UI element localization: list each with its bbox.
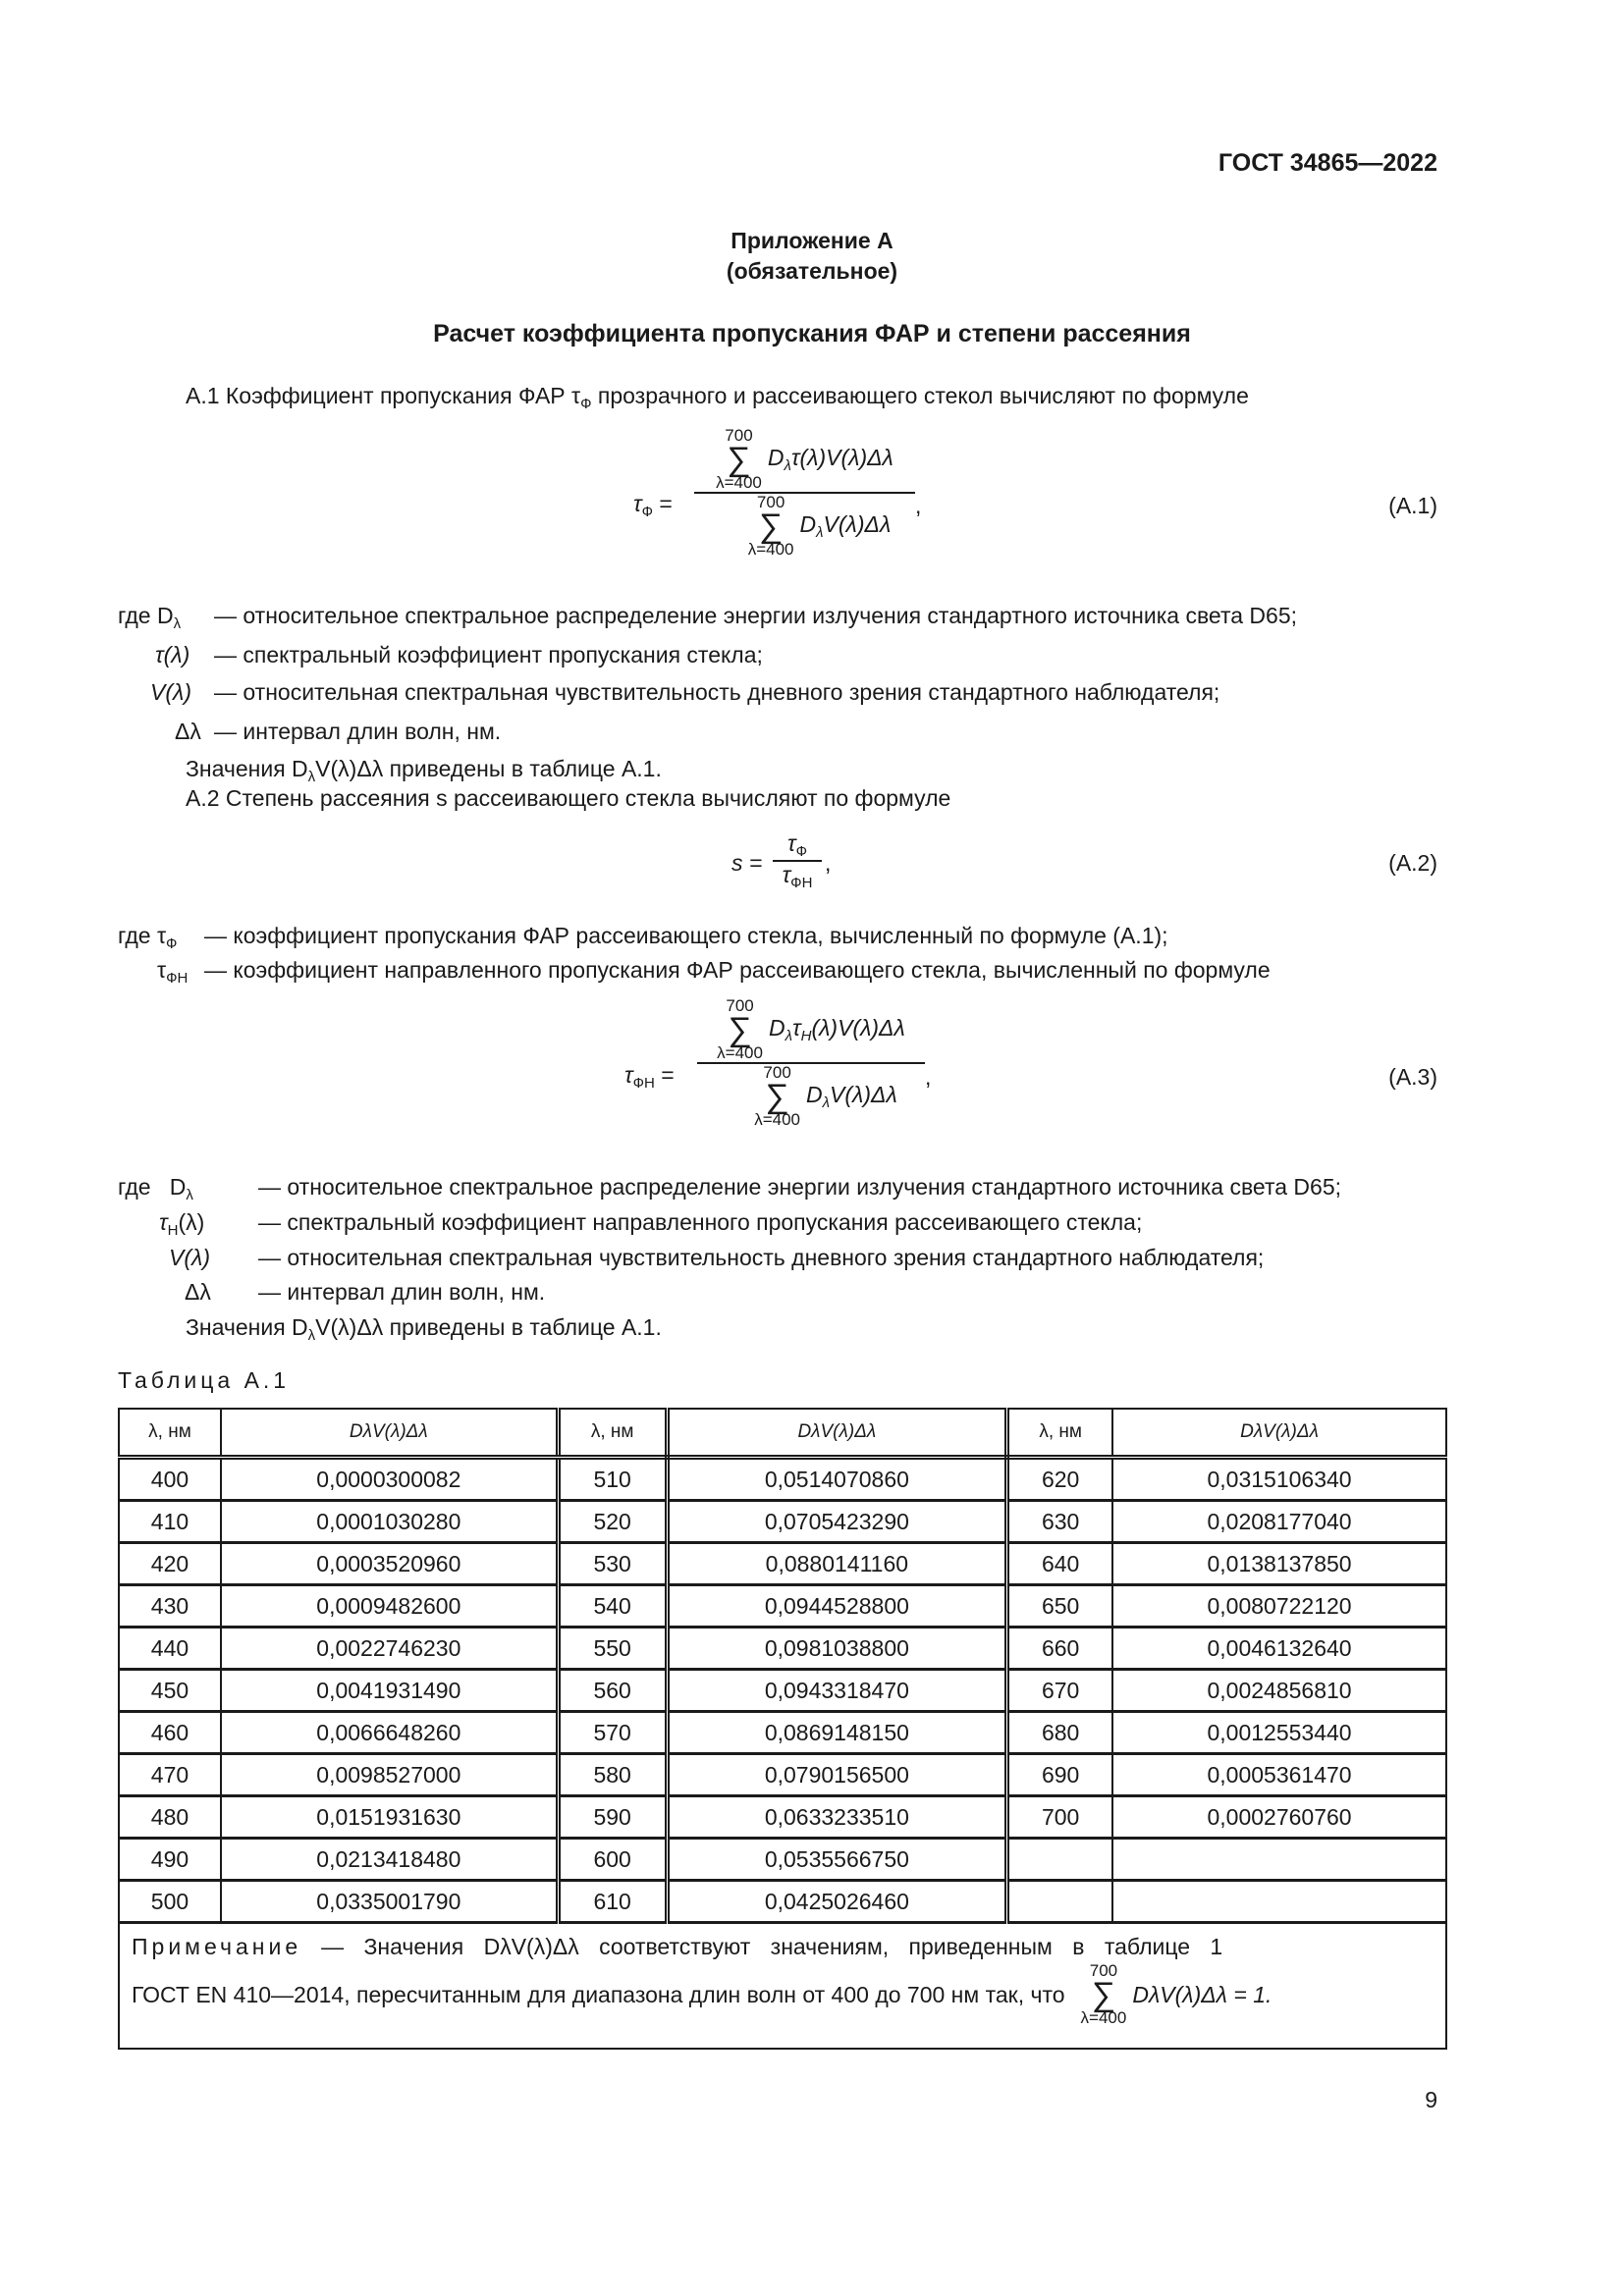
where-desc: — относительное спектральное распределение энергии излучения стандартного источника света D65; [214, 603, 1298, 628]
where-item: τ(λ) [155, 642, 190, 667]
wavelength-cell: 430 [119, 1585, 221, 1628]
wavelength-cell: 510 [558, 1458, 667, 1501]
where-desc: — интервал длин волн, нм. [214, 719, 502, 744]
wavelength-cell: 490 [119, 1839, 221, 1881]
formula-a2-lhs: s = [731, 850, 763, 876]
wavelength-cell: 500 [119, 1881, 221, 1923]
value-cell: 0,0981038800 [667, 1628, 1007, 1670]
value-cell: 0,0790156500 [667, 1754, 1007, 1796]
wavelength-cell: 630 [1007, 1501, 1112, 1543]
formula-a3: 700 ∑ λ=400 $D_\lambda\tau_Н(\lambda)V(\lambda)\Delta\lambda$ 700 ∑ λ=400 $D_\lambda V(\lambda)\Delta\lambda$ [697, 997, 925, 1129]
table-row [119, 1754, 1446, 1796]
table-row [119, 1796, 1446, 1839]
wavelength-cell: 530 [558, 1543, 667, 1585]
value-cell: 0,0633233510 [667, 1796, 1007, 1839]
where-item: V(λ) [150, 679, 191, 705]
table-row [119, 1585, 1446, 1628]
wavelength-cell: 570 [558, 1712, 667, 1754]
values-note: Значения $D_\lambda V(\lambda)\Delta\lambda$ приведены в таблице А.1. [186, 756, 662, 785]
value-cell: 0,0024856810 [1112, 1670, 1446, 1712]
formula-a2: $\tau_Ф$ $\tau_{ФН}$ [773, 830, 822, 891]
formula-a2-number: (А.2) [1388, 850, 1437, 876]
where-desc: — интервал длин волн, нм. [258, 1279, 546, 1305]
formula-a3-number: (А.3) [1388, 1064, 1437, 1090]
where-item: $\tau_Н(\lambda)$ [159, 1209, 205, 1239]
wavelength-cell: 580 [558, 1754, 667, 1796]
value-cell: 0,0151931630 [221, 1796, 558, 1839]
value-cell: 0,0009482600 [221, 1585, 558, 1628]
where-desc: — спектральный коэффициент пропускания стекла; [214, 642, 763, 667]
appendix-heading: Расчет коэффициента пропускания ФАР и степени рассеяния [433, 320, 1191, 347]
wavelength-cell: 560 [558, 1670, 667, 1712]
table-row [119, 1712, 1446, 1754]
table-row [119, 1839, 1446, 1881]
value-cell: 0,0041931490 [221, 1670, 558, 1712]
value-cell: 0,0046132640 [1112, 1628, 1446, 1670]
wavelength-cell: 660 [1007, 1628, 1112, 1670]
wavelength-cell: 460 [119, 1712, 221, 1754]
where-item: Δλ [185, 1279, 211, 1305]
wavelength-cell [1007, 1839, 1112, 1881]
appendix-title: Приложение А [731, 228, 893, 253]
wavelength-cell: 620 [1007, 1458, 1112, 1501]
col-header: λ, нм [1007, 1409, 1112, 1458]
where-desc: — относительная спектральная чувствительность дневного зрения стандартного наблюдателя; [214, 679, 1220, 705]
wavelength-cell: 690 [1007, 1754, 1112, 1796]
where-item: где $D_\lambda$ [118, 1174, 193, 1203]
where-desc: — коэффициент пропускания ФАР рассеивающего стекла, вычисленный по формуле (А.1); [204, 923, 1168, 948]
value-cell: 0,0098527000 [221, 1754, 558, 1796]
wavelength-cell: 650 [1007, 1585, 1112, 1628]
value-cell: 0,0001030280 [221, 1501, 558, 1543]
table-header-row [119, 1409, 1446, 1458]
value-cell: 0,0880141160 [667, 1543, 1007, 1585]
col-header: DλV(λ)Δλ [221, 1409, 558, 1458]
table-row [119, 1458, 1446, 1501]
formula-a1-number: (А.1) [1388, 493, 1437, 518]
a1-intro: А.1 Коэффициент пропускания ФАР $\tau_Ф$ прозрачного и рассеивающего стекол вычисляют по формуле [186, 383, 1249, 412]
wavelength-cell: 550 [558, 1628, 667, 1670]
where-desc: — спектральный коэффициент направленного пропускания рассеивающего стекла; [258, 1209, 1143, 1235]
wavelength-cell: 540 [558, 1585, 667, 1628]
table-note: Примечание — Значения DλV(λ)Δλ соответствуют значениям, приведенным в таблице 1 [132, 1934, 1223, 1959]
wavelength-cell [1007, 1881, 1112, 1923]
document-code: ГОСТ 34865—2022 [1218, 149, 1437, 177]
values-note: Значения $D_\lambda V(\lambda)\Delta\lambda$ приведены в таблице А.1. [186, 1314, 662, 1344]
a2-intro: А.2 Степень рассеяния s рассеивающего стекла вычисляют по формуле [186, 785, 951, 811]
wavelength-cell: 440 [119, 1628, 221, 1670]
value-cell: 0,0005361470 [1112, 1754, 1446, 1796]
table-note-row: Примечание — Значения DλV(λ)Δλ соответствуют значениям, приведенным в таблице 1 ГОСТ EN 410—2014, пересчитанным для диапазона длин волн от 400 до 700 нм так, что 700 ∑ λ=400 DλV(λ)Δλ = 1. [119, 1923, 1446, 2050]
formula-a3-lhs: $\tau_{ФН}$ = [624, 1062, 675, 1092]
value-cell: 0,0000300082 [221, 1458, 558, 1501]
value-cell: 0,0138137850 [1112, 1543, 1446, 1585]
value-cell: 0,0012553440 [1112, 1712, 1446, 1754]
value-cell: 0,0213418480 [221, 1839, 558, 1881]
table-caption: Таблица А.1 [118, 1367, 291, 1393]
value-cell: 0,0315106340 [1112, 1458, 1446, 1501]
value-cell [1112, 1881, 1446, 1923]
where-item: $\tau_{ФН}$ [157, 957, 189, 987]
col-header: DλV(λ)Δλ [667, 1409, 1007, 1458]
table-row [119, 1543, 1446, 1585]
table-row [119, 1628, 1446, 1670]
page-number: 9 [1425, 2087, 1437, 2112]
value-cell: 0,0943318470 [667, 1670, 1007, 1712]
where-desc: — относительное спектральное распределение энергии излучения стандартного источника света D65; [258, 1174, 1342, 1200]
appendix-status: (обязательное) [726, 258, 898, 284]
value-cell: 0,0535566750 [667, 1839, 1007, 1881]
wavelength-cell: 480 [119, 1796, 221, 1839]
value-cell: 0,0335001790 [221, 1881, 558, 1923]
table-row [119, 1670, 1446, 1712]
col-header: DλV(λ)Δλ [1112, 1409, 1446, 1458]
wavelength-cell: 680 [1007, 1712, 1112, 1754]
value-cell: 0,0022746230 [221, 1628, 558, 1670]
value-cell: 0,0514070860 [667, 1458, 1007, 1501]
wavelength-cell: 610 [558, 1881, 667, 1923]
data-table [118, 1408, 1447, 2050]
where-item: где $\tau_Ф$ [118, 923, 178, 952]
wavelength-cell: 700 [1007, 1796, 1112, 1839]
formula-a1: 700 ∑ λ=400 $D_\lambda\tau(\lambda)V(\lambda)\Delta\lambda$ 700 ∑ λ=400 $D_\lambda V(\lambda)\Delta\lambda$ [694, 427, 915, 559]
value-cell: 0,0080722120 [1112, 1585, 1446, 1628]
col-header: λ, нм [119, 1409, 221, 1458]
wavelength-cell: 470 [119, 1754, 221, 1796]
wavelength-cell: 410 [119, 1501, 221, 1543]
wavelength-cell: 640 [1007, 1543, 1112, 1585]
value-cell: 0,0208177040 [1112, 1501, 1446, 1543]
value-cell: 0,0002760760 [1112, 1796, 1446, 1839]
value-cell: 0,0869148150 [667, 1712, 1007, 1754]
wavelength-cell: 400 [119, 1458, 221, 1501]
where-item: V(λ) [169, 1245, 210, 1270]
where-desc: — коэффициент направленного пропускания ФАР рассеивающего стекла, вычисленный по формуле [204, 957, 1271, 983]
value-cell: 0,0944528800 [667, 1585, 1007, 1628]
wavelength-cell: 600 [558, 1839, 667, 1881]
table-row [119, 1881, 1446, 1923]
wavelength-cell: 450 [119, 1670, 221, 1712]
table-row [119, 1501, 1446, 1543]
value-cell: 0,0425026460 [667, 1881, 1007, 1923]
value-cell [1112, 1839, 1446, 1881]
wavelength-cell: 670 [1007, 1670, 1112, 1712]
wavelength-cell: 590 [558, 1796, 667, 1839]
where-item: где $D_\lambda$ [118, 603, 182, 632]
value-cell: 0,0705423290 [667, 1501, 1007, 1543]
where-item: Δλ [175, 719, 201, 744]
wavelength-cell: 420 [119, 1543, 221, 1585]
wavelength-cell: 520 [558, 1501, 667, 1543]
value-cell: 0,0003520960 [221, 1543, 558, 1585]
formula-a1-lhs: $\tau_Ф$ = [633, 491, 673, 520]
value-cell: 0,0066648260 [221, 1712, 558, 1754]
where-desc: — относительная спектральная чувствительность дневного зрения стандартного наблюдателя; [258, 1245, 1265, 1270]
col-header: λ, нм [558, 1409, 667, 1458]
